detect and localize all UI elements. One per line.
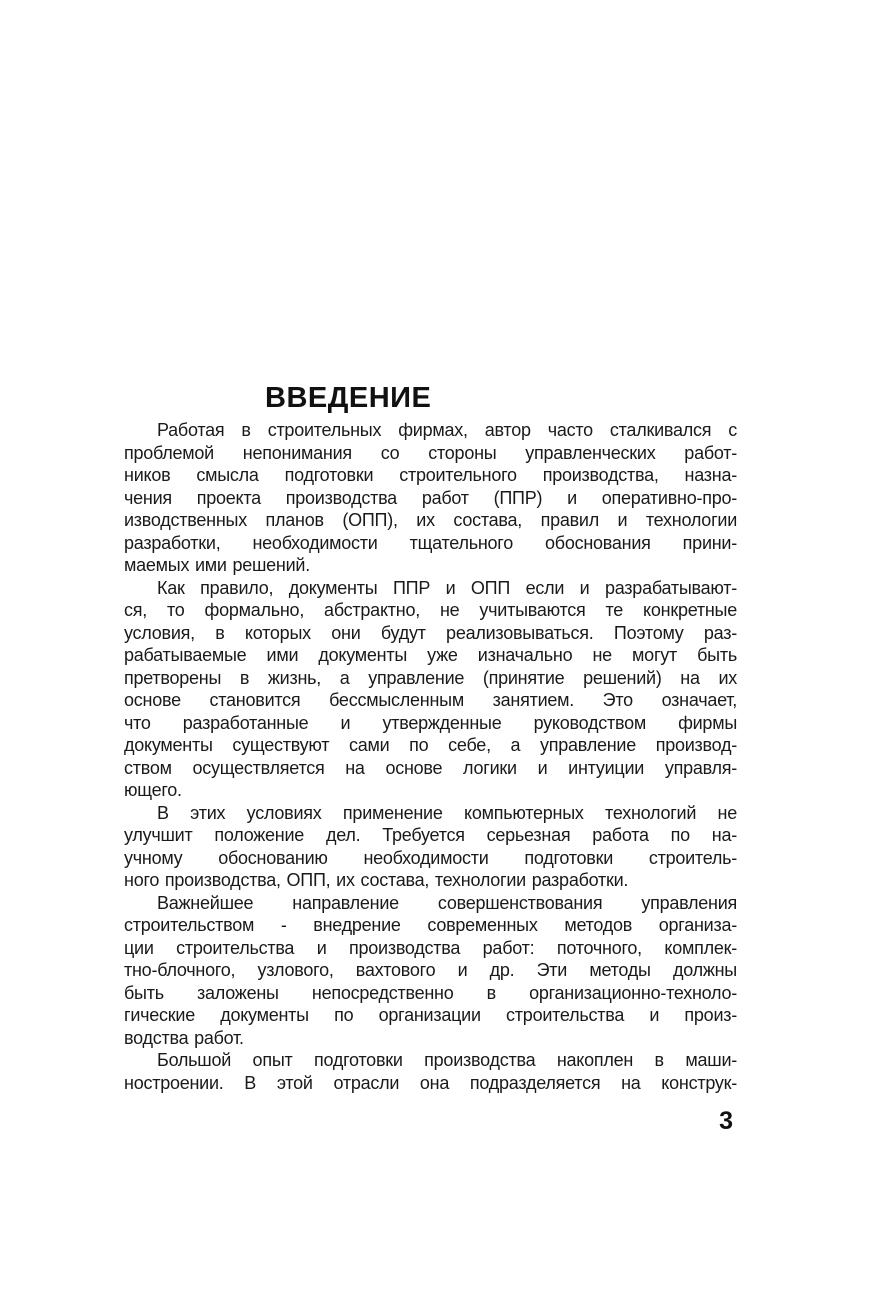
text-line: ством осуществляется на основе логики и интуиции управля- <box>124 757 737 778</box>
paragraph <box>124 419 737 577</box>
text-line: претворены в жизнь, а управление (принятие решений) на их <box>124 667 737 688</box>
text-line: рабатываемые ими документы уже изначально не могут быть <box>124 645 737 665</box>
paragraph <box>124 892 737 1050</box>
text-line: гические документы по организации строительства и произ- <box>124 1005 737 1025</box>
text-line: водства работ. <box>124 1027 244 1048</box>
paragraph <box>124 802 737 892</box>
text-line: ции строительства и производства работ: поточного, комплек- <box>124 937 737 958</box>
text-line: ющего. <box>124 780 182 800</box>
text-line: ного производства, ОПП, их состава, технологии разработки. <box>124 870 629 890</box>
text-line: строительством - внедрение современных методов организа- <box>124 915 737 935</box>
paragraph <box>124 577 737 802</box>
text-line: тно-блочного, узлового, вахтового и др. Эти методы должны <box>124 960 737 980</box>
text-line: ностроении. В этой отрасли она подразделяется на конструк- <box>124 1072 737 1093</box>
text-line: улучшит положение дел. Требуется серьезная работа по на- <box>124 825 737 845</box>
text-line: что разработанные и утвержденные руководством фирмы <box>124 712 737 733</box>
text-line: быть заложены непосредственно в организационно-техноло- <box>124 982 737 1003</box>
text-line: Работая в строительных фирмах, автор часто сталкивался с <box>157 420 737 440</box>
text-line: Важнейшее направление совершенствования управления <box>157 892 737 913</box>
text-line: Как правило, документы ППР и ОПП если и разрабатывают- <box>157 577 737 598</box>
page-number: 3 <box>719 1107 733 1135</box>
text-line: ников смысла подготовки строительного производства, назна- <box>124 465 737 485</box>
text-line: условия, в которых они будут реализовываться. Поэтому раз- <box>124 622 737 643</box>
text-line: маемых ими решений. <box>124 555 310 575</box>
text-line: изводственных планов (ОПП), их состава, правил и технологии <box>124 510 737 530</box>
text-line: проблемой непонимания со стороны управленческих работ- <box>124 442 737 463</box>
text-line: учному обоснованию необходимости подготовки строитель- <box>124 847 737 868</box>
text-line: Большой опыт подготовки производства накоплен в маши- <box>157 1050 737 1070</box>
text-line: разработки, необходимости тщательного обоснования прини- <box>124 532 737 553</box>
paragraph <box>124 1049 737 1094</box>
text-line: ся, то формально, абстрактно, не учитываются те конкретные <box>124 600 737 620</box>
text-column <box>124 419 737 1094</box>
text-line: чения проекта производства работ (ППР) и оперативно-про- <box>124 487 737 508</box>
text-line: В этих условиях применение компьютерных технологий не <box>157 802 737 823</box>
chapter-title: ВВЕДЕНИЕ <box>265 382 432 415</box>
text-line: основе становится бессмысленным занятием. Это означает, <box>124 690 737 710</box>
text-line: документы существуют сами по себе, а управление производ- <box>124 735 737 755</box>
